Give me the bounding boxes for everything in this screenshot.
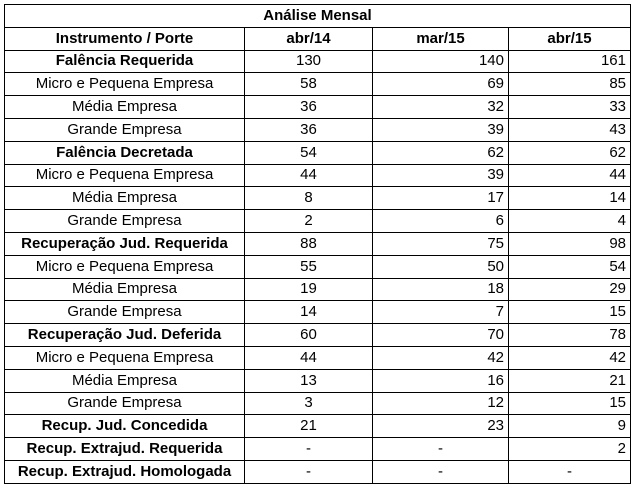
table-row-category — [5, 438, 631, 461]
cell-abr14: 44 — [245, 164, 373, 187]
cell-abr15: 43 — [509, 118, 631, 141]
cell-abr15: 44 — [509, 164, 631, 187]
cell-abr15: 9 — [509, 415, 631, 438]
caption-row — [5, 5, 631, 28]
cell-abr14: 36 — [245, 96, 373, 119]
cell-abr15: 29 — [509, 278, 631, 301]
table-title: Análise Mensal — [5, 5, 631, 28]
row-label: Média Empresa — [5, 96, 245, 119]
cell-abr15: 21 — [509, 369, 631, 392]
cell-mar15: 7 — [373, 301, 509, 324]
cell-mar15: - — [373, 460, 509, 483]
cell-mar15: 70 — [373, 324, 509, 347]
cell-mar15: 23 — [373, 415, 509, 438]
row-label: Média Empresa — [5, 278, 245, 301]
table-row-subcategory — [5, 278, 631, 301]
column-header-abr15: abr/15 — [509, 27, 631, 50]
row-label: Recup. Extrajud. Requerida — [5, 438, 245, 461]
cell-abr14: 58 — [245, 73, 373, 96]
row-label: Recup. Jud. Concedida — [5, 415, 245, 438]
cell-abr14: 21 — [245, 415, 373, 438]
cell-abr15: 33 — [509, 96, 631, 119]
cell-abr14: - — [245, 438, 373, 461]
cell-abr14: 130 — [245, 50, 373, 73]
cell-abr14: 36 — [245, 118, 373, 141]
row-label: Grande Empresa — [5, 118, 245, 141]
cell-abr14: 54 — [245, 141, 373, 164]
cell-mar15: 18 — [373, 278, 509, 301]
column-header-mar15: mar/15 — [373, 27, 509, 50]
table-row-category — [5, 415, 631, 438]
cell-abr15: 14 — [509, 187, 631, 210]
cell-abr14: 14 — [245, 301, 373, 324]
row-label: Grande Empresa — [5, 392, 245, 415]
table-row-category — [5, 324, 631, 347]
table-row-subcategory — [5, 118, 631, 141]
cell-abr15: 15 — [509, 301, 631, 324]
row-label: Micro e Pequena Empresa — [5, 346, 245, 369]
row-label: Falência Requerida — [5, 50, 245, 73]
cell-mar15: 12 — [373, 392, 509, 415]
cell-abr15: 2 — [509, 438, 631, 461]
header-row — [5, 27, 631, 50]
cell-abr14: 8 — [245, 187, 373, 210]
cell-abr15: 62 — [509, 141, 631, 164]
row-label: Grande Empresa — [5, 301, 245, 324]
cell-abr15: 85 — [509, 73, 631, 96]
row-label: Grande Empresa — [5, 210, 245, 233]
table-row-subcategory — [5, 301, 631, 324]
cell-abr14: 13 — [245, 369, 373, 392]
row-label: Micro e Pequena Empresa — [5, 255, 245, 278]
column-header-abr14: abr/14 — [245, 27, 373, 50]
cell-mar15: 17 — [373, 187, 509, 210]
table-row-subcategory — [5, 369, 631, 392]
cell-mar15: 39 — [373, 118, 509, 141]
cell-abr15: 4 — [509, 210, 631, 233]
table-row-category — [5, 460, 631, 483]
cell-abr14: - — [245, 460, 373, 483]
cell-abr14: 2 — [245, 210, 373, 233]
cell-abr14: 19 — [245, 278, 373, 301]
cell-abr14: 55 — [245, 255, 373, 278]
cell-abr15: 15 — [509, 392, 631, 415]
cell-mar15: 62 — [373, 141, 509, 164]
cell-mar15: 16 — [373, 369, 509, 392]
cell-abr14: 44 — [245, 346, 373, 369]
cell-mar15: 75 — [373, 232, 509, 255]
cell-abr15: 161 — [509, 50, 631, 73]
report-container — [4, 4, 631, 484]
cell-abr15: 42 — [509, 346, 631, 369]
cell-mar15: 69 — [373, 73, 509, 96]
cell-mar15: 39 — [373, 164, 509, 187]
table-row-subcategory — [5, 210, 631, 233]
table-row-subcategory — [5, 96, 631, 119]
table-row-subcategory — [5, 255, 631, 278]
cell-mar15: 32 — [373, 96, 509, 119]
cell-abr15: - — [509, 460, 631, 483]
table-row-subcategory — [5, 187, 631, 210]
table-row-subcategory — [5, 346, 631, 369]
cell-abr14: 3 — [245, 392, 373, 415]
table-row-subcategory — [5, 392, 631, 415]
cell-mar15: - — [373, 438, 509, 461]
row-label: Micro e Pequena Empresa — [5, 164, 245, 187]
row-label: Micro e Pequena Empresa — [5, 73, 245, 96]
row-label: Recuperação Jud. Requerida — [5, 232, 245, 255]
table-row-category — [5, 232, 631, 255]
table-row-category — [5, 50, 631, 73]
row-label: Recup. Extrajud. Homologada — [5, 460, 245, 483]
cell-abr15: 54 — [509, 255, 631, 278]
cell-abr14: 88 — [245, 232, 373, 255]
cell-mar15: 50 — [373, 255, 509, 278]
cell-mar15: 140 — [373, 50, 509, 73]
table-row-subcategory — [5, 164, 631, 187]
monthly-analysis-table — [4, 4, 631, 484]
table-row-category — [5, 141, 631, 164]
column-header-instrument: Instrumento / Porte — [5, 27, 245, 50]
row-label: Média Empresa — [5, 187, 245, 210]
cell-abr14: 60 — [245, 324, 373, 347]
cell-mar15: 6 — [373, 210, 509, 233]
row-label: Recuperação Jud. Deferida — [5, 324, 245, 347]
cell-mar15: 42 — [373, 346, 509, 369]
table-row-subcategory — [5, 73, 631, 96]
row-label: Média Empresa — [5, 369, 245, 392]
cell-abr15: 78 — [509, 324, 631, 347]
cell-abr15: 98 — [509, 232, 631, 255]
row-label: Falência Decretada — [5, 141, 245, 164]
